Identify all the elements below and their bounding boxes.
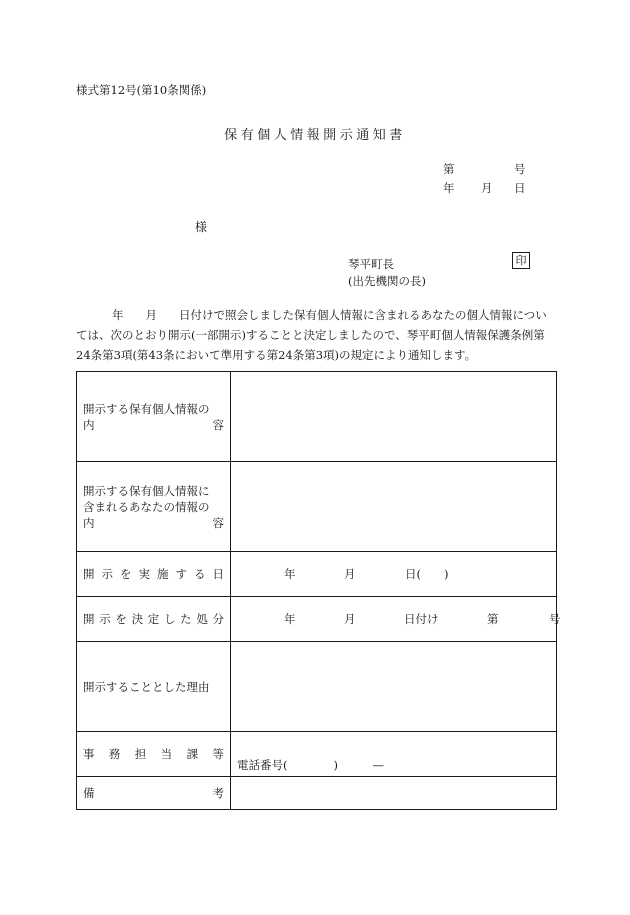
label-char: 等 [212, 747, 224, 761]
label-char: た [180, 612, 192, 626]
label-char: 処 [196, 612, 208, 626]
table-row-remarks [77, 777, 557, 810]
decision-month: 月 [344, 612, 356, 626]
label-content-line1: 開示する保有個人情報の [83, 401, 210, 416]
label-char: 課 [186, 747, 199, 761]
label-char: を [120, 567, 132, 581]
label-remarks [77, 777, 231, 810]
label-char: し [163, 612, 176, 626]
label-char: 示 [101, 567, 113, 581]
label-your-info [77, 462, 231, 552]
label-char: 務 [108, 747, 121, 761]
label-content-you: 容 [212, 417, 224, 432]
value-implementation-date[interactable] [231, 552, 557, 597]
label-your-info-uchi: 内 [83, 515, 95, 530]
label-char: 担 [134, 747, 147, 761]
label-your-info-you: 容 [212, 515, 224, 530]
addressee-suffix: 様 [195, 220, 208, 234]
label-char: 事 [83, 747, 95, 761]
table-row-reason [77, 642, 557, 732]
label-char: 開 [83, 612, 95, 626]
label-decision [77, 597, 231, 642]
label-char: 施 [157, 567, 169, 581]
intro-year: 年 [112, 308, 124, 322]
date-day: 日 [514, 181, 526, 195]
value-office[interactable] [231, 732, 557, 777]
label-char: 定 [147, 612, 160, 626]
date-year: 年 [443, 181, 455, 195]
number-dai: 第 [443, 162, 455, 176]
label-char: る [194, 567, 206, 581]
label-your-info-line1: 開示する保有個人情報に [83, 483, 210, 498]
value-content[interactable] [231, 372, 557, 462]
form-number: 様式第12号(第10条関係) [76, 83, 207, 97]
label-char: 当 [160, 747, 173, 761]
label-implementation-date [77, 552, 231, 597]
label-remarks-kou: 考 [212, 786, 224, 800]
table-row-office [77, 732, 557, 777]
document-title: 保有個人情報開示通知書 [224, 128, 406, 143]
impl-day: 日( ) [405, 567, 449, 581]
label-your-info-line2: 含まれるあなたの情報の [83, 499, 210, 514]
decision-dai: 第 [487, 612, 499, 626]
label-remarks-bi: 備 [83, 786, 95, 800]
label-char: す [175, 567, 187, 581]
issuer-mayor: 琴平町長 [348, 257, 394, 271]
label-char: 示 [99, 612, 111, 626]
label-char: 実 [138, 567, 150, 581]
decision-go: 号 [549, 612, 561, 626]
intro-month: 月 [145, 308, 157, 322]
label-content [77, 372, 231, 462]
date-month: 月 [481, 181, 493, 195]
table-row-decision [77, 597, 557, 642]
phone-number-field: 電話番号( ) — [237, 758, 384, 772]
value-reason[interactable] [231, 642, 557, 732]
number-go: 号 [514, 162, 526, 176]
value-your-info[interactable] [231, 462, 557, 552]
label-char: を [115, 612, 127, 626]
impl-month: 月 [344, 567, 356, 581]
label-office [77, 732, 231, 777]
label-reason-text: 開示することとした理由 [83, 679, 210, 694]
label-reason [77, 642, 231, 732]
label-char: 決 [131, 612, 144, 626]
table-row-your-info [77, 462, 557, 552]
label-char: 開 [83, 567, 95, 581]
value-decision[interactable] [231, 597, 561, 642]
disclosure-table [76, 371, 561, 810]
intro-paragraph [76, 305, 556, 365]
seal-stamp: 印 [512, 252, 530, 269]
table-row-content [77, 372, 557, 462]
label-char: 分 [212, 612, 224, 626]
label-content-uchi: 内 [83, 417, 95, 432]
impl-year: 年 [284, 567, 296, 581]
issuer-branch: (出先機関の長) [348, 274, 426, 288]
decision-dated: 日付け [404, 612, 439, 626]
intro-body: 日付けで照会しました保有個人情報に含まれるあなたの個人情報については、次のとおり開示(一部開示)することと決定しましたので、琴平町個人情報保護条例第24条第3項(第43条において準用する第24条第3項)の規定により通知します。 [76, 308, 547, 362]
decision-year: 年 [284, 612, 296, 626]
label-char: 日 [212, 567, 224, 581]
table-row-implementation-date [77, 552, 557, 597]
value-remarks[interactable] [231, 777, 557, 810]
